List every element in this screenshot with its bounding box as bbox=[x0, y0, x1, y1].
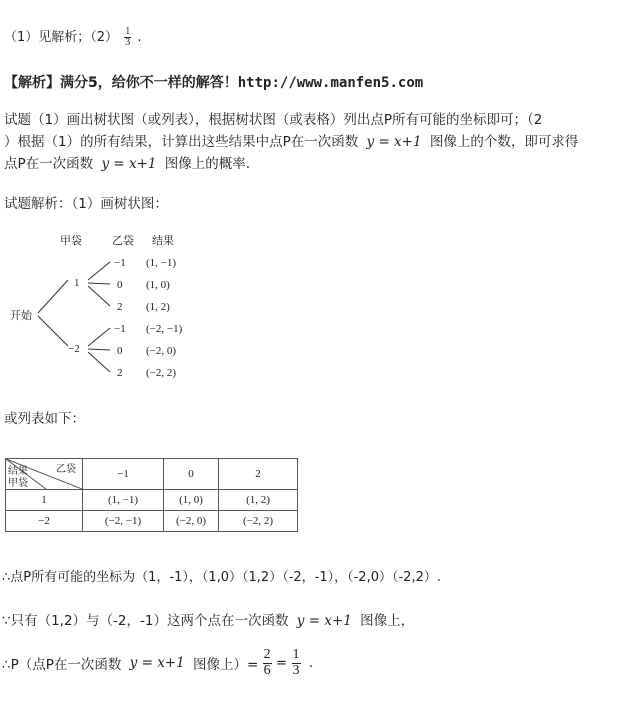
tree-yi-2-2: 0 bbox=[117, 345, 123, 357]
probability-line bbox=[2, 648, 313, 678]
promo-text: 满分5，给你不一样的解答！ bbox=[60, 75, 238, 91]
table-col-header: 0 bbox=[164, 459, 219, 490]
table-corner-cell bbox=[6, 459, 83, 490]
table-cell: (1, −1) bbox=[83, 490, 164, 511]
intro-line-2-text-b: 图像上的个数，即可求得 bbox=[429, 134, 579, 150]
probability-end: . bbox=[308, 655, 314, 672]
tree-edge-1-a bbox=[88, 262, 110, 280]
table-col-header: 2 bbox=[219, 459, 298, 490]
intro-line-3-text-a: 点P在一次函数 bbox=[4, 156, 94, 172]
table-cell: (1, 0) bbox=[164, 490, 219, 511]
tree-header-jia: 甲袋 bbox=[60, 234, 82, 247]
tree-yi-2-3: 2 bbox=[117, 367, 123, 379]
probability-text-b: 图像上）= bbox=[193, 657, 259, 674]
table-cell: (−2, 2) bbox=[219, 511, 298, 532]
table-cell: (−2, 0) bbox=[164, 511, 219, 532]
tree-header-yi: 乙袋 bbox=[112, 234, 134, 247]
intro-line-2 bbox=[4, 130, 578, 150]
only-points-text-b: 图像上， bbox=[360, 613, 415, 629]
tree-edge-2-b bbox=[88, 349, 110, 350]
probability-fraction-2 bbox=[292, 648, 301, 678]
tree-result-2-3: (−2, 2) bbox=[146, 367, 177, 379]
only-points-text-a: ∵只有（1,2）与（-2，-1）这两个点在一次函数 bbox=[2, 613, 289, 629]
intro-function-2: y = x+1 bbox=[101, 156, 157, 172]
answer-fraction bbox=[124, 27, 131, 49]
result-table-wrapper bbox=[5, 458, 298, 532]
tree-yi-1-1: −1 bbox=[114, 257, 126, 269]
table-corner-result: 结果 bbox=[8, 466, 28, 477]
intro-line-2-text-a: ）根据（1）的所有结果，计算出这些结果中点P在一次函数 bbox=[4, 134, 359, 150]
answer-frac-numerator: 1 bbox=[125, 25, 131, 37]
analysis-bracket-label: 【解析】 bbox=[4, 75, 60, 91]
coords-conclusion: ∴点P所有可能的坐标为（1，-1），（1,0）（1,2）（-2，-1），（-2,0）（-2,2）. bbox=[2, 570, 441, 585]
prob-frac-1-denominator: 6 bbox=[263, 662, 271, 678]
tree-edge-1-b bbox=[88, 283, 110, 284]
probability-function: y = x+1 bbox=[129, 655, 185, 672]
analysis-header bbox=[4, 72, 423, 92]
tree-jia-1: 1 bbox=[74, 277, 80, 289]
tree-result-2-2: (−2, 0) bbox=[146, 345, 177, 357]
probability-equals: = bbox=[275, 655, 288, 672]
answer-frac-denominator: 3 bbox=[125, 37, 131, 48]
probability-text-a: ∴P（点P在一次函数 bbox=[2, 657, 122, 674]
intro-line-3-text-b: 图像上的概率. bbox=[164, 156, 251, 172]
answer-line bbox=[4, 26, 141, 49]
only-points-line bbox=[2, 609, 414, 629]
tree-yi-2-1: −1 bbox=[114, 323, 126, 335]
tree-yi-1-3: 2 bbox=[117, 301, 123, 313]
tree-edge-root-2 bbox=[38, 316, 68, 346]
site-url[interactable]: http://www.manfen5.com bbox=[237, 75, 424, 91]
tree-jia-2: −2 bbox=[68, 343, 80, 355]
table-cell: (−2, −1) bbox=[83, 511, 164, 532]
answer-end: . bbox=[137, 30, 142, 45]
tree-header-result: 结果 bbox=[152, 234, 174, 247]
result-table bbox=[5, 458, 298, 532]
table-corner-yi: 乙袋 bbox=[56, 464, 76, 475]
intro-line-3 bbox=[4, 152, 250, 172]
table-cell: (1, 2) bbox=[219, 490, 298, 511]
tree-diagram bbox=[0, 228, 220, 388]
probability-fraction-1 bbox=[263, 648, 272, 678]
tree-edge-root-1 bbox=[38, 280, 68, 313]
tree-result-1-3: (1, 2) bbox=[146, 301, 170, 313]
table-row bbox=[6, 490, 298, 511]
prob-frac-1-numerator: 2 bbox=[263, 647, 271, 662]
tree-edge-1-c bbox=[88, 286, 110, 306]
intro-function: y = x+1 bbox=[366, 134, 422, 150]
tree-edge-2-c bbox=[88, 352, 110, 372]
table-row-label: −2 bbox=[6, 511, 83, 532]
table-intro: 或列表如下： bbox=[4, 411, 85, 427]
only-points-function: y = x+1 bbox=[296, 613, 352, 629]
tree-yi-1-2: 0 bbox=[117, 279, 123, 291]
answer-text: （1）见解析；（2） bbox=[4, 30, 119, 45]
table-row bbox=[6, 511, 298, 532]
tree-result-1-1: (1, −1) bbox=[146, 257, 177, 269]
tree-result-1-2: (1, 0) bbox=[146, 279, 170, 291]
tree-result-2-1: (−2, −1) bbox=[146, 323, 183, 335]
tree-edge-2-a bbox=[88, 328, 110, 346]
table-row-label: 1 bbox=[6, 490, 83, 511]
prob-frac-2-denominator: 3 bbox=[292, 662, 300, 678]
tree-root: 开始 bbox=[10, 309, 32, 322]
intro-line-1: 试题（1）画出树状图（或列表），根据树状图（或表格）列出点P所有可能的坐标即可；（2 bbox=[4, 112, 543, 128]
prob-frac-2-numerator: 1 bbox=[292, 647, 300, 662]
solution-heading: 试题解析：（1）画树状图： bbox=[4, 196, 168, 212]
table-corner-jia: 甲袋 bbox=[8, 478, 28, 489]
table-col-header: −1 bbox=[83, 459, 164, 490]
